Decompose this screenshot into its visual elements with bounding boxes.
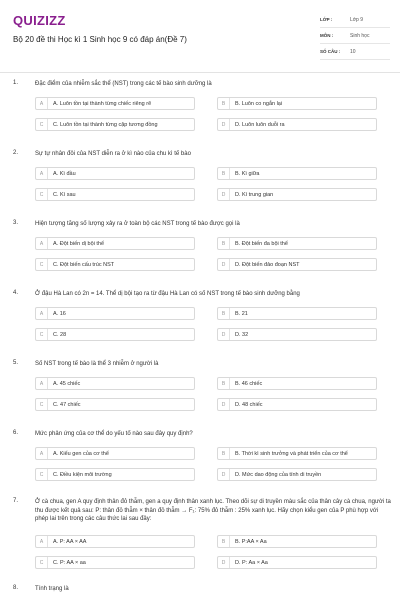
question-5 bbox=[13, 360, 391, 408]
option-text: B. Kì giữa bbox=[235, 170, 260, 177]
option-d[interactable] bbox=[217, 398, 377, 411]
option-text: D. Mức dao động của tính di truyền bbox=[235, 471, 322, 478]
option-b[interactable] bbox=[217, 447, 377, 460]
option-letter: A bbox=[36, 448, 48, 459]
option-a[interactable] bbox=[35, 377, 195, 390]
question-text: Đặc điểm của nhiễm sắc thể (NST) trong các tế bào sinh dưỡng là bbox=[35, 81, 212, 87]
option-letter: C bbox=[36, 557, 48, 568]
option-letter: A bbox=[36, 238, 48, 249]
question-7 bbox=[13, 498, 391, 566]
option-a[interactable] bbox=[35, 237, 195, 250]
option-letter: B bbox=[218, 378, 230, 389]
option-letter: D bbox=[218, 399, 230, 410]
option-letter: C bbox=[36, 259, 48, 270]
question-text: Mức phản ứng của cơ thể do yếu tố nào sau đây quy định? bbox=[35, 431, 193, 437]
option-text: D. Luôn luôn duỗi ra bbox=[235, 121, 285, 128]
option-text: A. Luôn tồn tại thành từng chiếc riêng rẽ bbox=[53, 100, 152, 107]
question-number: 2. bbox=[13, 150, 19, 156]
meta-row-subject bbox=[320, 28, 390, 44]
option-text: C. Điều kiện môi trường bbox=[53, 471, 112, 478]
option-text: C. Đột biến cấu trúc NST bbox=[53, 261, 115, 268]
option-text: C. 47 chiếc bbox=[53, 401, 81, 408]
meta-panel bbox=[320, 12, 390, 60]
option-text: A. P: AA × AA bbox=[53, 538, 87, 545]
option-d[interactable] bbox=[217, 328, 377, 341]
option-c[interactable] bbox=[35, 258, 195, 271]
option-letter: B bbox=[218, 98, 230, 109]
option-c[interactable] bbox=[35, 118, 195, 131]
meta-value: 10 bbox=[350, 48, 356, 55]
document-title: Bộ 20 đề thi Học kì 1 Sinh học 9 có đáp án(Đề 7) bbox=[13, 35, 187, 44]
option-text: D. 48 chiếc bbox=[235, 401, 263, 408]
option-text: B. Luôn co ngắn lại bbox=[235, 100, 283, 107]
option-letter: A bbox=[36, 536, 48, 547]
option-a[interactable] bbox=[35, 97, 195, 110]
header-divider bbox=[0, 72, 400, 73]
option-text: D. P: Aa × Aa bbox=[235, 559, 268, 566]
option-d[interactable] bbox=[217, 118, 377, 131]
option-letter: B bbox=[218, 308, 230, 319]
question-text: Ở cà chua, gen A quy định thân đỏ thẫm, gen a quy định thân xanh lục. Theo dõi sự di truyền màu sắc của thân cây cà chua, người ta thu được kết quả sau: P: thân đỏ thẫm × thân đỏ thẫm → F₁: 75% đỏ thẫm : 25% xanh lục. Hãy chọn kiểu gen của P phù hợp với phép lai trên trong các câu thức lai sau đây: bbox=[35, 499, 391, 522]
option-letter: A bbox=[36, 308, 48, 319]
option-d[interactable] bbox=[217, 556, 377, 569]
option-text: A. Kiểu gen của cơ thể bbox=[53, 450, 109, 457]
meta-row-class bbox=[320, 12, 390, 28]
option-letter: D bbox=[218, 119, 230, 130]
option-letter: B bbox=[218, 238, 230, 249]
question-number: 7. bbox=[13, 498, 19, 504]
question-number: 5. bbox=[13, 360, 19, 366]
question-4 bbox=[13, 290, 391, 338]
option-b[interactable] bbox=[217, 535, 377, 548]
option-letter: A bbox=[36, 168, 48, 179]
option-d[interactable] bbox=[217, 188, 377, 201]
option-text: A. 45 chiếc bbox=[53, 380, 81, 387]
option-letter: C bbox=[36, 469, 48, 480]
question-2 bbox=[13, 150, 391, 198]
meta-value: Lớp 9 bbox=[350, 16, 364, 23]
option-b[interactable] bbox=[217, 237, 377, 250]
meta-label: SỐ CÂU : bbox=[320, 49, 341, 54]
question-1 bbox=[13, 80, 391, 128]
option-text: C. Kì sau bbox=[53, 191, 76, 198]
option-letter: C bbox=[36, 119, 48, 130]
option-text: D. Đột biến đảo đoạn NST bbox=[235, 261, 300, 268]
option-c[interactable] bbox=[35, 188, 195, 201]
meta-value: Sinh học bbox=[350, 32, 370, 39]
option-text: C. Luôn tồn tại thành từng cặp tương đồng bbox=[53, 121, 158, 128]
option-a[interactable] bbox=[35, 307, 195, 320]
option-c[interactable] bbox=[35, 328, 195, 341]
question-text: Sự tự nhân đôi của NST diễn ra ở kì nào của chu kì tế bào bbox=[35, 151, 191, 157]
option-d[interactable] bbox=[217, 468, 377, 481]
option-c[interactable] bbox=[35, 468, 195, 481]
option-a[interactable] bbox=[35, 167, 195, 180]
option-letter: D bbox=[218, 557, 230, 568]
option-text: B. P:AA × Aa bbox=[235, 538, 267, 545]
option-letter: B bbox=[218, 536, 230, 547]
option-text: C. P: AA × aa bbox=[53, 559, 86, 566]
option-a[interactable] bbox=[35, 535, 195, 548]
option-c[interactable] bbox=[35, 398, 195, 411]
quizizz-logo: QUIZIZZ bbox=[13, 13, 66, 28]
option-text: B. Đột biến đa bội thể bbox=[235, 240, 288, 247]
option-b[interactable] bbox=[217, 97, 377, 110]
question-text: Số NST trong tế bào là thể 3 nhiễm ở người là bbox=[35, 361, 159, 367]
option-letter: B bbox=[218, 448, 230, 459]
option-letter: A bbox=[36, 378, 48, 389]
question-6 bbox=[13, 430, 391, 478]
question-3 bbox=[13, 220, 391, 268]
question-8 bbox=[13, 585, 391, 594]
option-text: A. Kì đầu bbox=[53, 170, 76, 177]
option-letter: D bbox=[218, 259, 230, 270]
question-number: 4. bbox=[13, 290, 19, 296]
option-text: A. 16 bbox=[53, 310, 66, 317]
option-d[interactable] bbox=[217, 258, 377, 271]
option-text: B. 21 bbox=[235, 310, 248, 317]
question-text: Hiện tượng tăng số lượng xảy ra ở toàn bộ các NST trong tế bào được gọi là bbox=[35, 221, 240, 227]
meta-label: LỚP : bbox=[320, 17, 333, 22]
option-letter: D bbox=[218, 469, 230, 480]
option-b[interactable] bbox=[217, 167, 377, 180]
meta-label: MÔN : bbox=[320, 33, 334, 38]
option-text: B. Thời kì sinh trưởng và phát triển của cơ thể bbox=[235, 450, 348, 457]
question-number: 1. bbox=[13, 80, 19, 86]
option-letter: A bbox=[36, 98, 48, 109]
option-text: D. 32 bbox=[235, 331, 249, 338]
worksheet-header bbox=[0, 0, 400, 72]
question-text: Tính trạng là bbox=[35, 586, 69, 592]
option-text: B. 46 chiếc bbox=[235, 380, 263, 387]
option-c[interactable] bbox=[35, 556, 195, 569]
option-text: C. 28 bbox=[53, 331, 67, 338]
option-letter: D bbox=[218, 329, 230, 340]
option-b[interactable] bbox=[217, 307, 377, 320]
option-letter: C bbox=[36, 329, 48, 340]
question-text: Ở đậu Hà Lan có 2n = 14. Thể dị bội tạo ra từ đậu Hà Lan có số NST trong tế bào sinh dưỡng bằng bbox=[35, 291, 300, 297]
question-number: 8. bbox=[13, 585, 19, 591]
question-number: 6. bbox=[13, 430, 19, 436]
option-b[interactable] bbox=[217, 377, 377, 390]
option-text: A. Đột biến dị bội thể bbox=[53, 240, 105, 247]
option-text: D. Kì trung gian bbox=[235, 191, 274, 198]
question-number: 3. bbox=[13, 220, 19, 226]
option-letter: D bbox=[218, 189, 230, 200]
option-a[interactable] bbox=[35, 447, 195, 460]
option-letter: C bbox=[36, 189, 48, 200]
meta-row-count bbox=[320, 44, 390, 60]
option-letter: C bbox=[36, 399, 48, 410]
option-letter: B bbox=[218, 168, 230, 179]
